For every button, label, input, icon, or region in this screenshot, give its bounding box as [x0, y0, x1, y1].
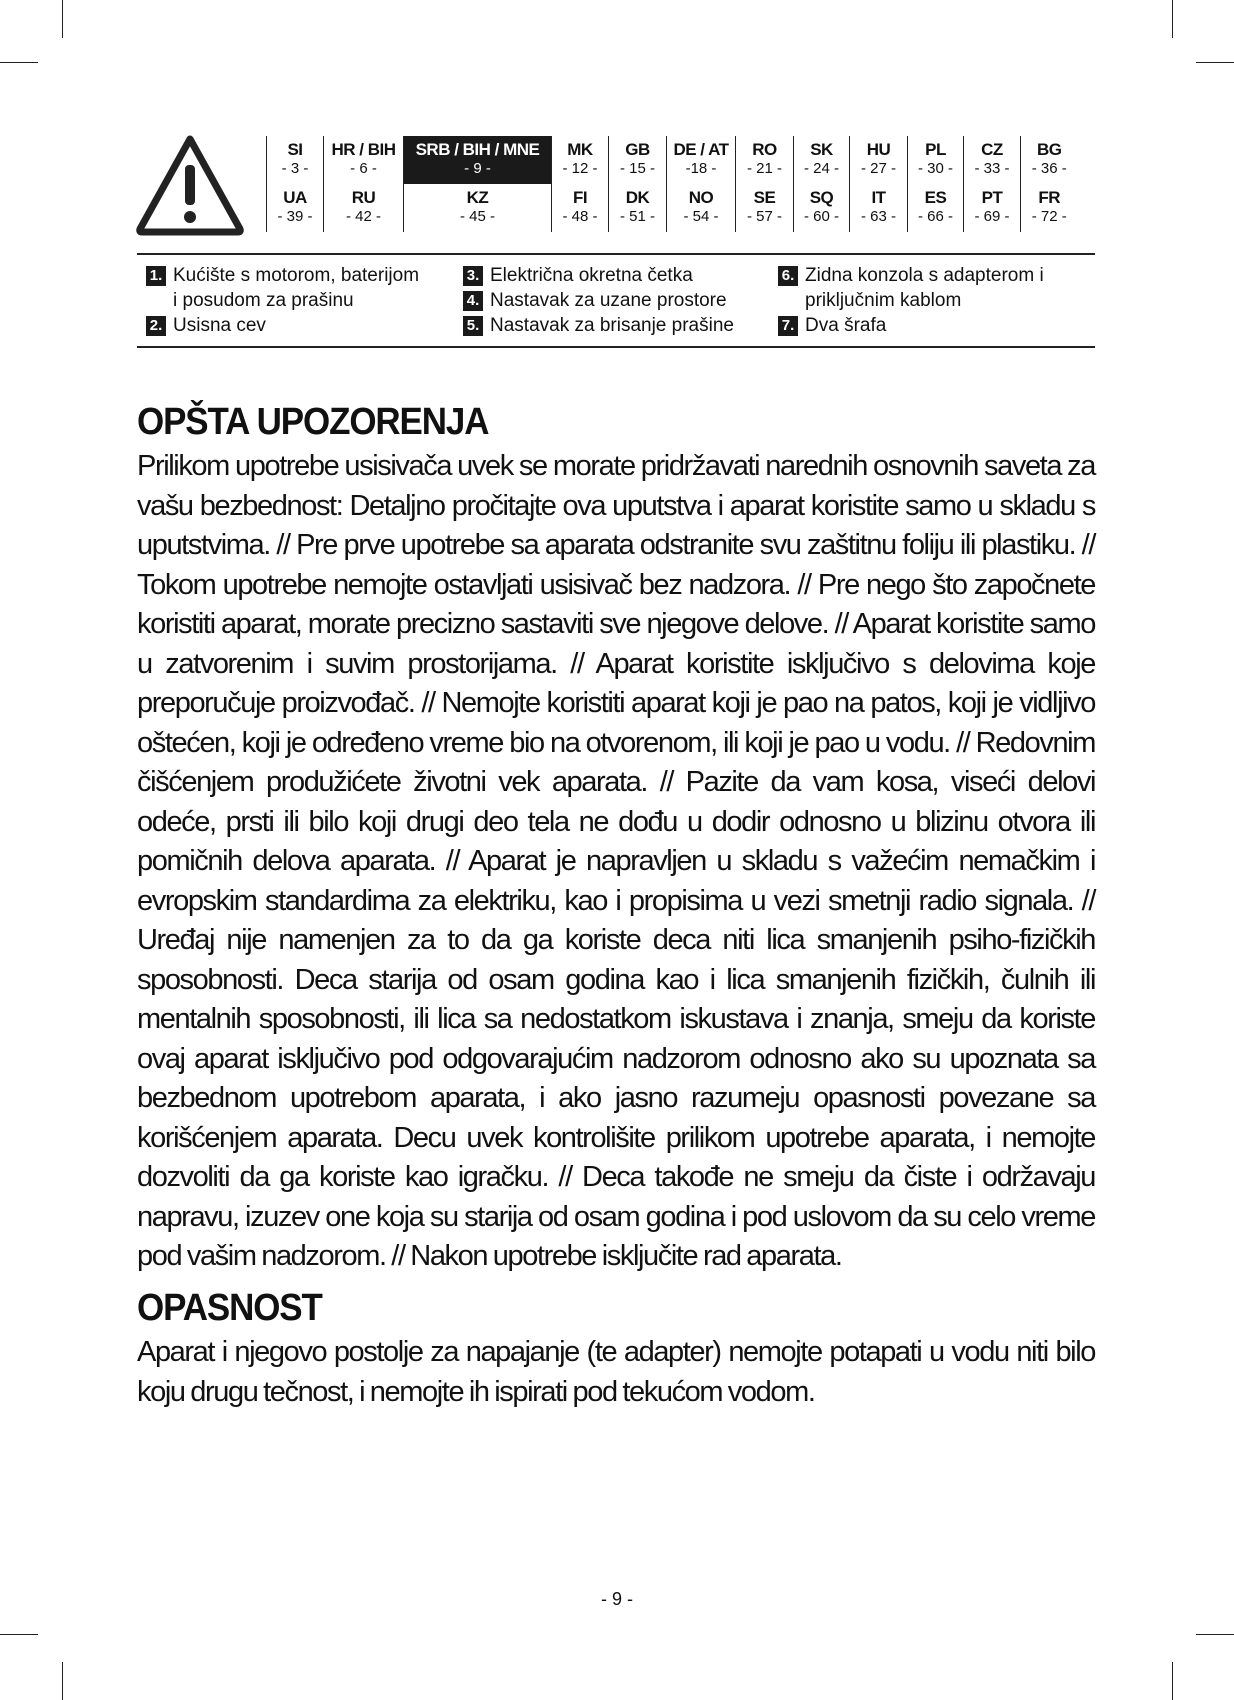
language-code: KZ — [466, 188, 489, 207]
language-code: RU — [351, 188, 376, 207]
part-5 — [463, 313, 734, 338]
language-cell — [794, 136, 850, 184]
part-1 — [146, 263, 419, 313]
part-number-badge: 7. — [778, 316, 798, 336]
language-code: PL — [925, 140, 946, 159]
language-page: - 6 - — [350, 160, 377, 177]
page-number: - 9 - — [600, 1589, 633, 1609]
language-page: - 54 - — [683, 208, 719, 225]
part-number-badge: 6. — [778, 266, 798, 286]
language-page: - 27 - — [860, 160, 896, 177]
language-code: SK — [810, 140, 833, 159]
language-code: DE / AT — [673, 140, 729, 159]
language-page: - 12 - — [562, 160, 598, 177]
language-index-table — [266, 136, 1078, 232]
part-2 — [146, 313, 266, 338]
language-page: - 36 - — [1031, 160, 1067, 177]
language-code: UA — [283, 188, 307, 207]
language-cell — [794, 184, 850, 232]
part-number-badge: 5. — [463, 316, 483, 336]
language-cell — [267, 184, 324, 232]
crop-mark — [1172, 0, 1173, 38]
part-label: Dva šrafa — [805, 315, 887, 336]
language-cell — [908, 184, 964, 232]
part-label: Nastavak za brisanje prašine — [490, 315, 734, 336]
part-number-badge: 4. — [463, 291, 483, 311]
language-code: HR / BIH — [331, 140, 396, 159]
part-label: Kućište s motorom, baterijom — [173, 265, 420, 286]
language-code: MK — [567, 140, 593, 159]
divider-bottom — [137, 346, 1095, 348]
language-code: GB — [625, 140, 650, 159]
language-cell — [964, 184, 1021, 232]
language-cell — [850, 136, 908, 184]
crop-mark — [0, 62, 38, 63]
language-page: - 51 - — [619, 208, 655, 225]
language-page: - 9 - — [464, 160, 491, 177]
crop-mark — [1196, 1634, 1234, 1635]
part-label-continued: priključnim kablom — [805, 290, 962, 311]
language-page: - 33 - — [974, 160, 1010, 177]
language-code: SI — [287, 140, 303, 159]
language-page: - 24 - — [803, 160, 839, 177]
language-cell — [324, 136, 404, 184]
part-label: Zidna konzola s adapterom i — [805, 265, 1044, 286]
language-code: HU — [866, 140, 891, 159]
language-cell — [667, 184, 736, 232]
language-cell — [552, 184, 609, 232]
language-code: NO — [688, 188, 714, 207]
general-warnings-text: Prilikom upotrebe usisivača uvek se morate pridržavati narednih osnovnih saveta za vašu bezbednost: Detaljno pročitajte ova uputstva i aparat koristite samo u skladu s uputstvima. // Pre prve upotrebe sa aparata odstranite svu zaštitnu foliju ili plastiku. // Tokom upotrebe nemojte ostavljati usisivač bez nadzora. // Pre nego što započnete koristiti aparat, morate precizno sastaviti sve njegove delove. // Aparat koristite samo u zatvorenim i suvim prostorijama. // Aparat koristite isključivo s delovima koje preporučuje proizvođač. // Nemojte koristiti aparat koji je pao na patos, koji je vidljivo oštećen, koji je određeno vreme bio na otvorenom, ili koji je pao u vodu. // Redovnim čišćenjem produžićete životni vek aparata. // Pazite da vam kosa, viseći delovi odeće, prsti ili bilo koji drugi deo tela ne dođu u dodir odnosno u blizinu otvora ili pomičnih delova aparata. // Aparat je napravljen u skladu s važećim nemačkim i evropskim standardima za elektriku, kao i propisima u vezi smetnji radio signala. // Uređaj nije namenjen za to da ga koriste deca niti lica smanjenih psiho-fizičkih sposobnosti. Deca starija od osam godina kao i lica smanjenih fizičkih, čulnih ili mentalnih sposobnosti, ili lica sa nedostatkom iskustava i znanja, smeju da koriste ovaj aparat isključivo pod odgovarajućim nadzorom odnosno ako su upoznata sa bezbednom upotrebom aparata, i ako jasno razumeju opasnosti povezane sa korišćenjem aparata. Decu uvek kontrolišite prilikom upotrebe aparata, i nemojte dozvoliti da ga koriste kao igračku. // Deca takođe ne smeju da čiste i održavaju napravu, izuzev one koja su starija od osam godina i pod uslovom da su celo vreme pod vašim nadzorom. // Nakon upotrebe isključite rad aparata. — [137, 450, 1095, 1272]
crop-mark — [0, 1634, 38, 1635]
language-cell — [850, 184, 908, 232]
language-page: - 15 - — [619, 160, 655, 177]
part-number-badge: 2. — [146, 316, 166, 336]
crop-mark — [1196, 62, 1234, 63]
language-code: PT — [981, 188, 1003, 207]
crop-mark — [1172, 1662, 1173, 1700]
part-4 — [463, 288, 727, 313]
divider-top — [137, 253, 1095, 255]
language-page: - 69 - — [974, 208, 1010, 225]
language-row — [267, 136, 1078, 184]
language-page: - 39 - — [277, 208, 313, 225]
language-code: BG — [1037, 140, 1062, 159]
language-cell — [736, 184, 794, 232]
crop-mark — [62, 1662, 63, 1700]
language-code: FR — [1038, 188, 1061, 207]
language-code: DK — [625, 188, 650, 207]
language-cell — [609, 184, 667, 232]
language-cell — [609, 136, 667, 184]
language-cell — [324, 184, 404, 232]
language-cell — [552, 136, 609, 184]
language-page: - 57 - — [746, 208, 782, 225]
language-code: SRB / BIH / MNE — [415, 140, 540, 159]
language-page: -18 - — [685, 160, 717, 177]
language-code: RO — [752, 140, 777, 159]
part-number-badge: 1. — [146, 266, 166, 286]
language-row — [267, 184, 1078, 232]
part-7 — [778, 313, 886, 338]
language-cell — [1021, 184, 1078, 232]
language-code: CZ — [981, 140, 1003, 159]
language-cell — [404, 184, 552, 232]
part-label-continued: i posudom za prašinu — [173, 290, 354, 311]
part-6 — [778, 263, 1044, 313]
language-page: - 42 - — [345, 208, 381, 225]
language-page: - 30 - — [917, 160, 953, 177]
danger-text: Aparat i njegovo postolje za napajanje (te adapter) nemojte potapati u vodu niti bilo koju drugu tečnost, i nemojte ih ispirati pod tekućom vodom. — [137, 1336, 1095, 1408]
section-title-danger: OPASNOST — [137, 1287, 322, 1329]
language-cell — [667, 136, 736, 184]
language-cell — [404, 136, 552, 184]
language-code: FI — [572, 188, 588, 207]
language-cell — [964, 136, 1021, 184]
part-number-badge: 3. — [463, 266, 483, 286]
section-title-general-warnings: OPŠTA UPOZORENJA — [137, 401, 489, 443]
language-code: SE — [753, 188, 776, 207]
language-page: - 60 - — [803, 208, 839, 225]
language-page: - 45 - — [459, 208, 495, 225]
language-page: - 3 - — [281, 160, 309, 177]
language-page: - 72 - — [1031, 208, 1067, 225]
crop-mark — [62, 0, 63, 38]
language-cell — [908, 136, 964, 184]
language-page: - 48 - — [562, 208, 598, 225]
language-code: IT — [871, 188, 886, 207]
language-cell — [267, 136, 324, 184]
warning-triangle-icon — [134, 133, 246, 237]
language-code: ES — [924, 188, 947, 207]
language-cell — [736, 136, 794, 184]
part-label: Nastavak za uzane prostore — [490, 290, 727, 311]
language-page: - 66 - — [917, 208, 953, 225]
language-cell — [1021, 136, 1078, 184]
language-code: SQ — [809, 188, 834, 207]
part-3 — [463, 263, 693, 288]
language-page: - 63 - — [860, 208, 896, 225]
part-label: Usisna cev — [173, 315, 266, 336]
language-page: - 21 - — [746, 160, 782, 177]
part-label: Električna okretna četka — [490, 265, 693, 286]
